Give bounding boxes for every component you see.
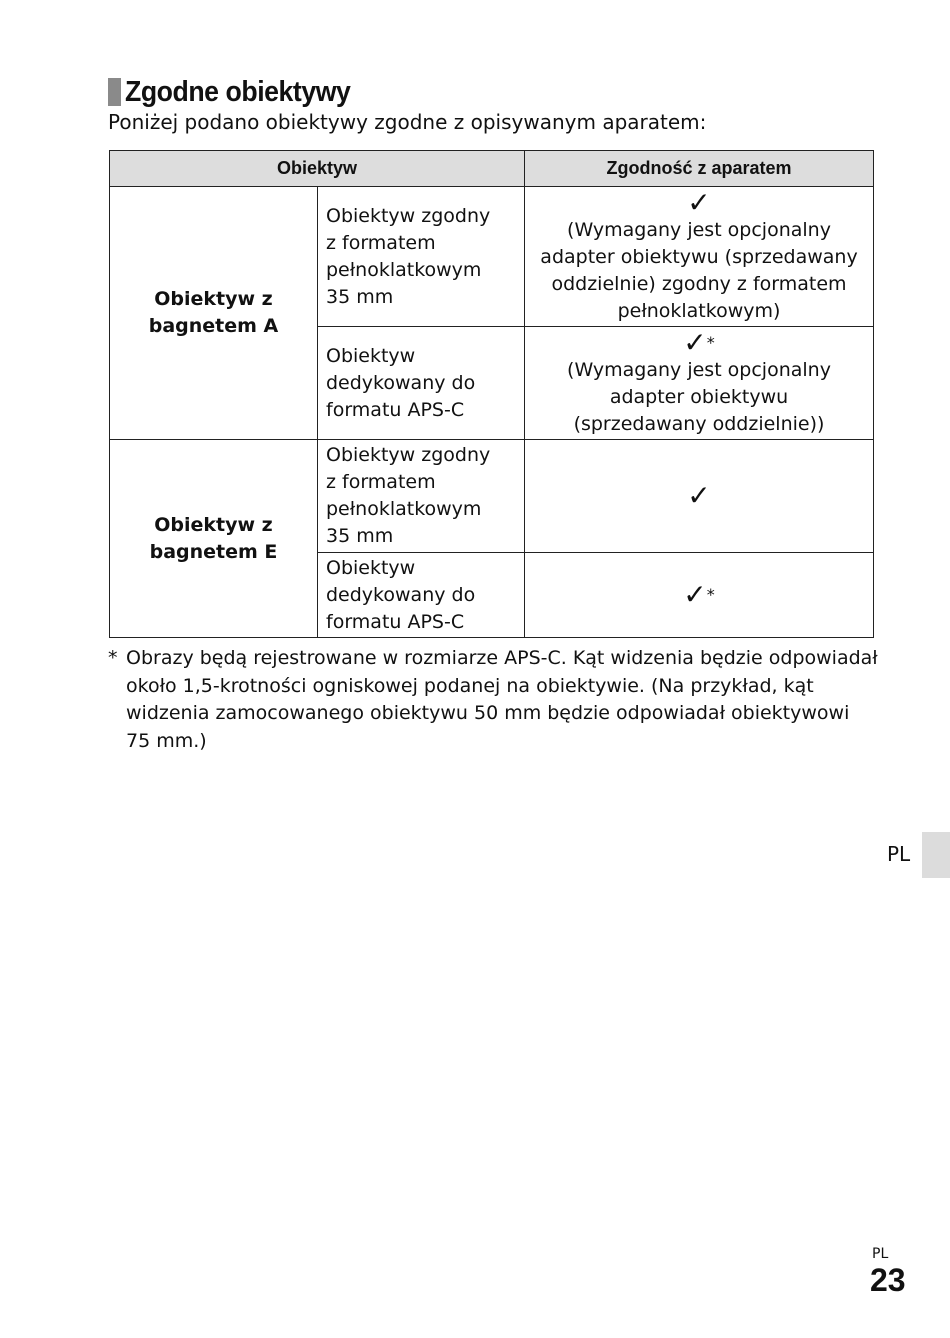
lens-type-cell xyxy=(318,187,525,327)
header-lens: Obiektyw xyxy=(110,151,525,187)
check-mark: ✓ xyxy=(683,325,707,359)
lens-type-cell xyxy=(318,327,525,440)
title-marker xyxy=(108,78,121,106)
compat-cell xyxy=(525,187,874,327)
page-language: PL xyxy=(872,1246,889,1262)
table-header-row xyxy=(110,151,874,187)
lens-type-a2: Obiektyw dedykowany do formatu APS-C xyxy=(326,344,476,421)
check-icon xyxy=(525,325,873,359)
footnote-text: Obrazy będą rejestrowane w rozmiarze APS-C. Kąt widzenia będzie odpowiadał około 1,5-krotności ogniskowej podanej na obiektywie. (Na przykład, kąt widzenia zamocowanego obiektywu 50 mm będzie odpowiadał obiektywowi 75 mm.) xyxy=(126,647,878,752)
asterisk-mark: * xyxy=(706,585,715,604)
asterisk-mark: * xyxy=(706,332,715,352)
mount-e xyxy=(110,440,318,638)
lens-type-a1: Obiektyw zgodny z formatem pełnoklatkowym 35 mm xyxy=(326,204,491,308)
compat-note-a2: (Wymagany jest opcjonalny adapter obiektywu (sprzedawany oddzielnie)) xyxy=(567,358,831,435)
header-compat: Zgodność z aparatem xyxy=(525,151,874,187)
language-tab xyxy=(922,832,950,878)
footnote xyxy=(108,645,878,755)
language-tab-label: PL xyxy=(887,842,911,866)
lens-type-e1: Obiektyw zgodny z formatem pełnoklatkowym 35 mm xyxy=(326,444,491,547)
check-mark: ✓ xyxy=(683,578,707,611)
section-title-text: Zgodne obiektywy xyxy=(125,75,351,108)
lens-type-cell xyxy=(318,553,525,638)
check-icon: ✓ xyxy=(687,185,711,219)
footnote-marker: * xyxy=(108,647,118,669)
mount-e-label: Obiektyw z bagnetem E xyxy=(149,513,278,563)
table-row xyxy=(110,440,874,553)
check-icon xyxy=(525,578,873,611)
check-icon: ✓ xyxy=(687,479,711,512)
lens-type-e2: Obiektyw dedykowany do formatu APS-C xyxy=(326,556,476,633)
compat-cell xyxy=(525,327,874,440)
mount-a-label: Obiektyw z bagnetem A xyxy=(148,288,279,337)
compat-note-a1: (Wymagany jest opcjonalny adapter obiektywu (sprzedawany oddzielnie) zgodny z formatem pełnoklatkowym) xyxy=(540,218,858,322)
intro-text: Poniżej podano obiektywy zgodne z opisywanym aparatem: xyxy=(108,110,707,134)
page-number: 23 xyxy=(870,1262,906,1298)
table-row xyxy=(110,187,874,327)
mount-a xyxy=(110,187,318,440)
compat-cell xyxy=(525,553,874,638)
lens-compatibility-table xyxy=(109,150,874,638)
compat-cell xyxy=(525,440,874,553)
lens-type-cell xyxy=(318,440,525,553)
section-title xyxy=(108,74,370,110)
